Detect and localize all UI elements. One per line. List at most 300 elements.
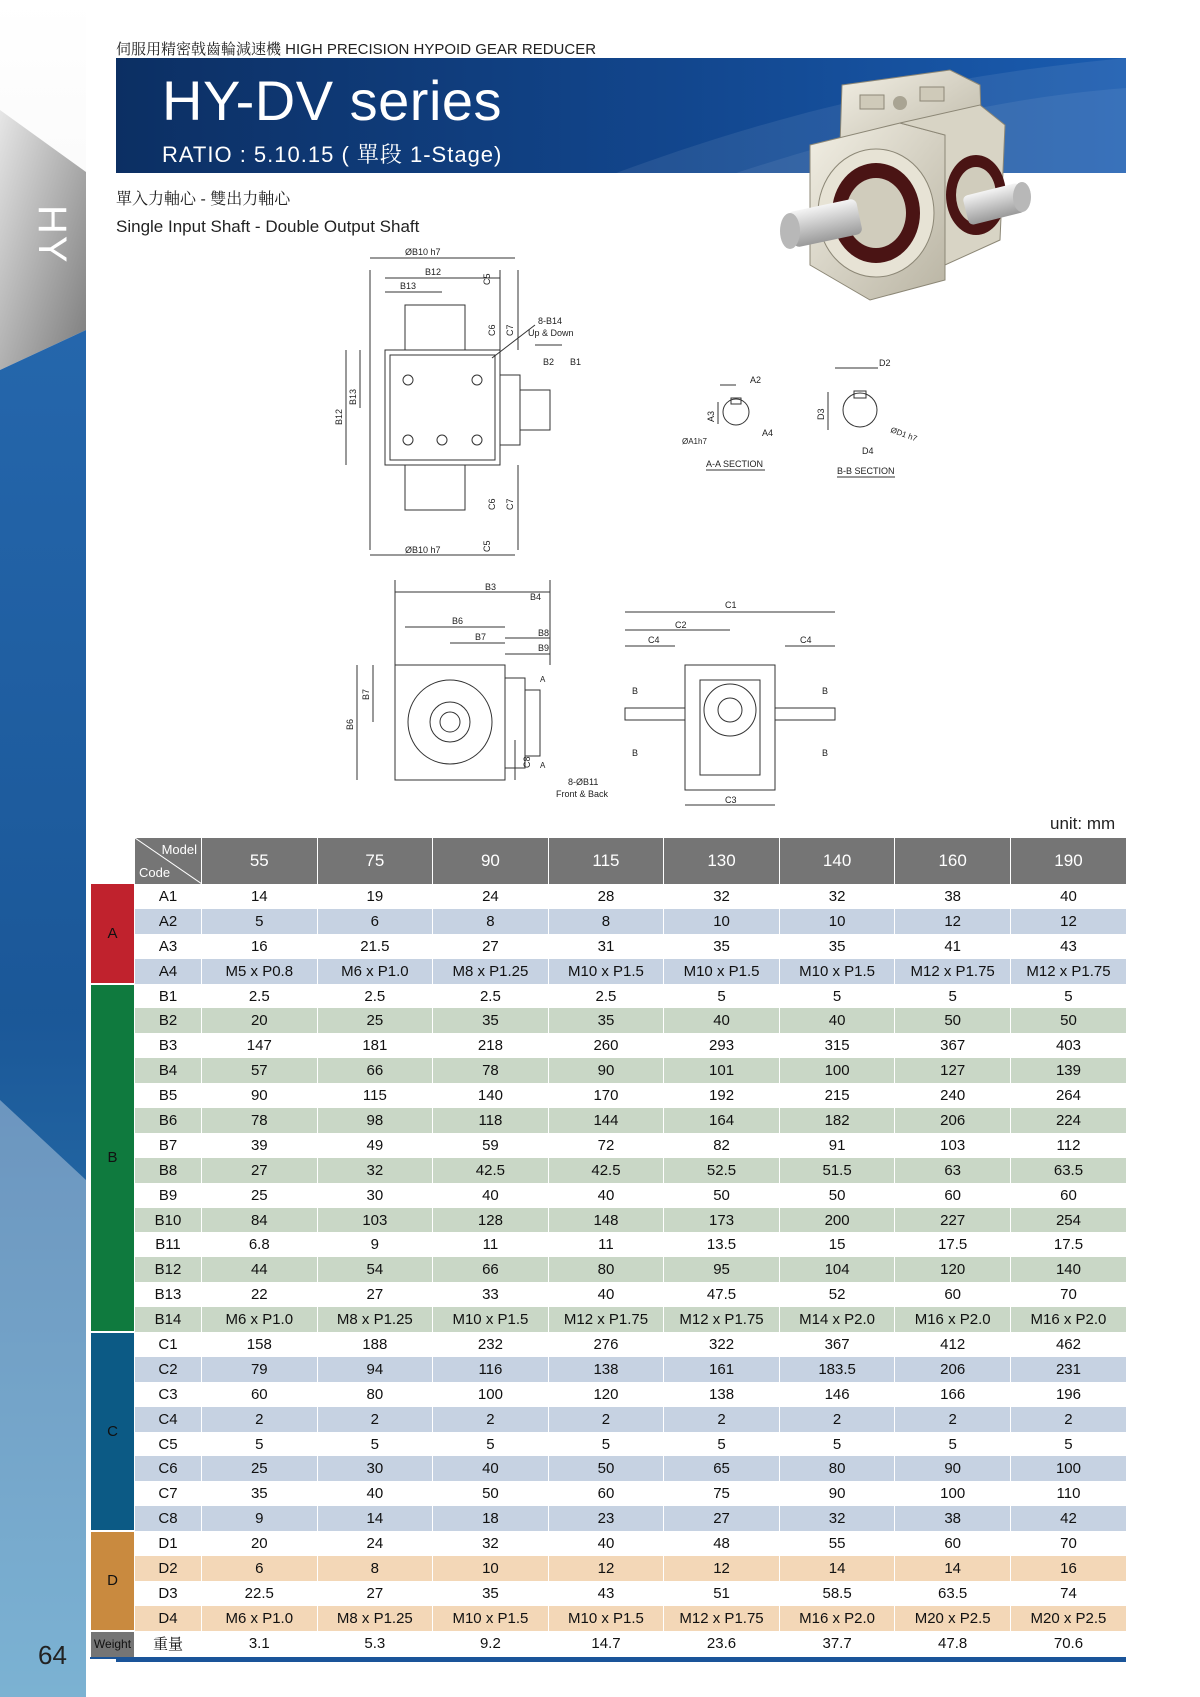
table-row (91, 1407, 1127, 1432)
series-title: HY-DV series (162, 69, 503, 132)
table-header-row (91, 838, 1127, 884)
code-cell: B13 (135, 1282, 202, 1307)
code-cell: C4 (135, 1407, 202, 1432)
value-cell: M12 x P1.75 (548, 1307, 664, 1332)
code-cell: C1 (135, 1332, 202, 1357)
section-aa-drawing (682, 375, 773, 470)
svg-text:B13: B13 (348, 388, 358, 405)
code-cell: C5 (135, 1432, 202, 1457)
model-header: 140 (779, 838, 895, 884)
value-cell: 5 (779, 1432, 895, 1457)
value-cell: 24 (317, 1531, 433, 1556)
technical-drawings (330, 240, 950, 810)
table-row (91, 1432, 1127, 1457)
value-cell: 60 (895, 1183, 1011, 1208)
code-cell: B5 (135, 1083, 202, 1108)
value-cell: 118 (433, 1108, 549, 1133)
code-cell: D4 (135, 1606, 202, 1631)
svg-text:C5: C5 (482, 540, 492, 552)
value-cell: 42.5 (548, 1158, 664, 1183)
svg-text:A3: A3 (706, 410, 716, 422)
value-cell: 140 (433, 1083, 549, 1108)
value-cell: M16 x P2.0 (895, 1307, 1011, 1332)
bottom-rule (116, 1659, 1126, 1662)
value-cell: 140 (1010, 1257, 1126, 1282)
value-cell: 5 (895, 1432, 1011, 1457)
header-model-code (135, 838, 202, 884)
value-cell: 8 (317, 1556, 433, 1581)
code-cell: B14 (135, 1307, 202, 1332)
weight-value-cell: 14.7 (548, 1631, 664, 1658)
table-row (91, 959, 1127, 984)
front-view-drawing (345, 580, 609, 799)
value-cell: 227 (895, 1208, 1011, 1233)
value-cell: 158 (202, 1332, 318, 1357)
value-cell: 2 (202, 1407, 318, 1432)
value-cell: 84 (202, 1208, 318, 1233)
value-cell: 260 (548, 1033, 664, 1058)
value-cell: 60 (1010, 1183, 1126, 1208)
value-cell: 139 (1010, 1058, 1126, 1083)
value-cell: 40 (548, 1531, 664, 1556)
svg-text:D2: D2 (879, 358, 891, 368)
value-cell: 6 (202, 1556, 318, 1581)
value-cell: 170 (548, 1083, 664, 1108)
value-cell: 127 (895, 1058, 1011, 1083)
value-cell: 38 (895, 1506, 1011, 1531)
value-cell: 20 (202, 1008, 318, 1033)
value-cell: 90 (548, 1058, 664, 1083)
value-cell: 40 (779, 1008, 895, 1033)
value-cell: 120 (548, 1382, 664, 1407)
value-cell: 412 (895, 1332, 1011, 1357)
value-cell: 100 (895, 1481, 1011, 1506)
code-cell: B1 (135, 984, 202, 1009)
value-cell: 192 (664, 1083, 780, 1108)
svg-text:B3: B3 (485, 582, 497, 592)
svg-text:B13: B13 (400, 281, 417, 291)
value-cell: 52.5 (664, 1158, 780, 1183)
value-cell: 20 (202, 1531, 318, 1556)
table-row (91, 1232, 1127, 1257)
value-cell: 18 (433, 1506, 549, 1531)
table-row (91, 1183, 1127, 1208)
value-cell: 57 (202, 1058, 318, 1083)
svg-text:A-A SECTION: A-A SECTION (706, 459, 764, 469)
table-row (91, 1357, 1127, 1382)
value-cell: M6 x P1.0 (317, 959, 433, 984)
model-header: 190 (1010, 838, 1126, 884)
svg-text:C1: C1 (725, 600, 737, 610)
code-cell: B4 (135, 1058, 202, 1083)
code-cell: B10 (135, 1208, 202, 1233)
value-cell: 27 (664, 1506, 780, 1531)
value-cell: 14 (779, 1556, 895, 1581)
value-cell: 115 (317, 1083, 433, 1108)
table-row (91, 1083, 1127, 1108)
value-cell: 5 (317, 1432, 433, 1457)
value-cell: 63.5 (895, 1581, 1011, 1606)
value-cell: 2 (895, 1407, 1011, 1432)
value-cell: 48 (664, 1531, 780, 1556)
value-cell: 12 (1010, 909, 1126, 934)
code-cell: D2 (135, 1556, 202, 1581)
value-cell: 33 (433, 1282, 549, 1307)
side-strip (0, 0, 86, 1697)
value-cell: 30 (317, 1183, 433, 1208)
code-cell: D3 (135, 1581, 202, 1606)
svg-text:ØB10 h7: ØB10 h7 (405, 247, 441, 257)
value-cell: 8 (433, 909, 549, 934)
svg-text:B8: B8 (538, 628, 550, 638)
value-cell: 94 (317, 1357, 433, 1382)
svg-text:B-B SECTION: B-B SECTION (837, 466, 895, 476)
value-cell: 5 (202, 1432, 318, 1457)
model-header: 115 (548, 838, 664, 884)
value-cell: 173 (664, 1208, 780, 1233)
value-cell: 70 (1010, 1282, 1126, 1307)
weight-value-cell: 5.3 (317, 1631, 433, 1658)
value-cell: 254 (1010, 1208, 1126, 1233)
value-cell: 8 (548, 909, 664, 934)
header-blank (91, 838, 135, 884)
section-bb-drawing (816, 358, 919, 477)
svg-text:ØA1h7: ØA1h7 (682, 437, 707, 446)
table-row (91, 1606, 1127, 1631)
value-cell: 43 (548, 1581, 664, 1606)
svg-text:C4: C4 (648, 635, 660, 645)
value-cell: 161 (664, 1357, 780, 1382)
table-row (91, 1133, 1127, 1158)
svg-text:C4: C4 (800, 635, 812, 645)
value-cell: 12 (548, 1556, 664, 1581)
value-cell: 138 (664, 1382, 780, 1407)
svg-text:A: A (540, 761, 546, 770)
value-cell: 200 (779, 1208, 895, 1233)
svg-text:D4: D4 (862, 446, 874, 456)
side-label: HY (30, 205, 74, 265)
value-cell: M8 x P1.25 (433, 959, 549, 984)
value-cell: 44 (202, 1257, 318, 1282)
svg-text:C5: C5 (482, 273, 492, 285)
value-cell: 206 (895, 1357, 1011, 1382)
svg-text:Up & Down: Up & Down (528, 328, 574, 338)
value-cell: M10 x P1.5 (664, 959, 780, 984)
value-cell: 40 (548, 1183, 664, 1208)
subtitle-en: Single Input Shaft - Double Output Shaft (116, 217, 420, 236)
value-cell: 215 (779, 1083, 895, 1108)
table-row (91, 1257, 1127, 1282)
value-cell: 2 (433, 1407, 549, 1432)
value-cell: 80 (548, 1257, 664, 1282)
code-cell: A1 (135, 884, 202, 909)
weight-value-cell: 47.8 (895, 1631, 1011, 1658)
model-header: 160 (895, 838, 1011, 884)
value-cell: 40 (1010, 884, 1126, 909)
svg-text:8-ØB11: 8-ØB11 (568, 777, 599, 787)
value-cell: 2 (548, 1407, 664, 1432)
value-cell: 116 (433, 1357, 549, 1382)
value-cell: 5 (895, 984, 1011, 1009)
value-cell: M16 x P2.0 (1010, 1307, 1126, 1332)
model-header: 55 (202, 838, 318, 884)
value-cell: M12 x P1.75 (664, 1606, 780, 1631)
value-cell: 100 (433, 1382, 549, 1407)
code-cell: C6 (135, 1456, 202, 1481)
value-cell: M16 x P2.0 (779, 1606, 895, 1631)
value-cell: 35 (779, 934, 895, 959)
svg-text:ØB10 h7: ØB10 h7 (405, 545, 441, 555)
svg-text:D3: D3 (816, 408, 826, 420)
value-cell: 35 (202, 1481, 318, 1506)
value-cell: 91 (779, 1133, 895, 1158)
value-cell: 40 (433, 1456, 549, 1481)
value-cell: 52 (779, 1282, 895, 1307)
value-cell: 5 (664, 984, 780, 1009)
value-cell: 60 (895, 1531, 1011, 1556)
value-cell: M12 x P1.75 (895, 959, 1011, 984)
value-cell: 32 (433, 1531, 549, 1556)
top-view-drawing (334, 247, 581, 555)
value-cell: 25 (317, 1008, 433, 1033)
code-cell: C7 (135, 1481, 202, 1506)
value-cell: 60 (548, 1481, 664, 1506)
code-label: Code (139, 865, 171, 880)
value-cell: 5 (1010, 984, 1126, 1009)
svg-text:B2: B2 (543, 357, 555, 367)
value-cell: 16 (1010, 1556, 1126, 1581)
page-number: 64 (38, 1640, 67, 1670)
value-cell: 28 (548, 884, 664, 909)
value-cell: 11 (548, 1232, 664, 1257)
value-cell: 51 (664, 1581, 780, 1606)
value-cell: 50 (548, 1456, 664, 1481)
value-cell: 188 (317, 1332, 433, 1357)
value-cell: 42 (1010, 1506, 1126, 1531)
value-cell: 2 (664, 1407, 780, 1432)
value-cell: 43 (1010, 934, 1126, 959)
value-cell: 104 (779, 1257, 895, 1282)
value-cell: 17.5 (895, 1232, 1011, 1257)
value-cell: 90 (202, 1083, 318, 1108)
value-cell: 315 (779, 1033, 895, 1058)
value-cell: 17.5 (1010, 1232, 1126, 1257)
unit-label: unit: mm (1050, 814, 1116, 833)
value-cell: 27 (317, 1581, 433, 1606)
value-cell: 66 (433, 1257, 549, 1282)
value-cell: 35 (433, 1008, 549, 1033)
svg-text:B: B (822, 748, 829, 758)
value-cell: 12 (664, 1556, 780, 1581)
value-cell: 23 (548, 1506, 664, 1531)
code-cell: A4 (135, 959, 202, 984)
value-cell: M12 x P1.75 (1010, 959, 1126, 984)
value-cell: M10 x P1.5 (433, 1606, 549, 1631)
svg-text:B: B (822, 686, 829, 696)
value-cell: 10 (664, 909, 780, 934)
code-cell: B3 (135, 1033, 202, 1058)
value-cell: 5 (433, 1432, 549, 1457)
value-cell: M6 x P1.0 (202, 1606, 318, 1631)
code-cell: B9 (135, 1183, 202, 1208)
value-cell: 32 (317, 1158, 433, 1183)
value-cell: 5 (664, 1432, 780, 1457)
value-cell: 60 (202, 1382, 318, 1407)
code-cell: C3 (135, 1382, 202, 1407)
value-cell: M20 x P2.5 (1010, 1606, 1126, 1631)
value-cell: 232 (433, 1332, 549, 1357)
value-cell: 12 (895, 909, 1011, 934)
value-cell: 462 (1010, 1332, 1126, 1357)
value-cell: 14 (895, 1556, 1011, 1581)
value-cell: 367 (895, 1033, 1011, 1058)
value-cell: 47.5 (664, 1282, 780, 1307)
table-row (91, 909, 1127, 934)
svg-text:8-B14: 8-B14 (538, 316, 563, 326)
value-cell: 35 (664, 934, 780, 959)
value-cell: M14 x P2.0 (779, 1307, 895, 1332)
value-cell: 41 (895, 934, 1011, 959)
value-cell: 144 (548, 1108, 664, 1133)
value-cell: 367 (779, 1332, 895, 1357)
value-cell: 49 (317, 1133, 433, 1158)
value-cell: 72 (548, 1133, 664, 1158)
value-cell: 293 (664, 1033, 780, 1058)
value-cell: 59 (433, 1133, 549, 1158)
value-cell: M6 x P1.0 (202, 1307, 318, 1332)
weight-label: Weight (91, 1631, 135, 1658)
value-cell: 30 (317, 1456, 433, 1481)
svg-text:C3: C3 (725, 795, 737, 805)
value-cell: 2.5 (433, 984, 549, 1009)
value-cell: 78 (433, 1058, 549, 1083)
side-view-drawing (625, 600, 835, 805)
value-cell: 79 (202, 1357, 318, 1382)
svg-text:B6: B6 (345, 718, 355, 730)
value-cell: 78 (202, 1108, 318, 1133)
value-cell: 35 (433, 1581, 549, 1606)
svg-text:C7: C7 (505, 498, 515, 510)
group-label-a: A (91, 884, 135, 984)
value-cell: 60 (895, 1282, 1011, 1307)
value-cell: 276 (548, 1332, 664, 1357)
value-cell: 5 (779, 984, 895, 1009)
table-row (91, 1158, 1127, 1183)
value-cell: M12 x P1.75 (664, 1307, 780, 1332)
value-cell: 120 (895, 1257, 1011, 1282)
value-cell: 63.5 (1010, 1158, 1126, 1183)
code-cell: B12 (135, 1257, 202, 1282)
value-cell: 5 (548, 1432, 664, 1457)
value-cell: 35 (548, 1008, 664, 1033)
value-cell: 42.5 (433, 1158, 549, 1183)
value-cell: 75 (664, 1481, 780, 1506)
value-cell: M10 x P1.5 (548, 959, 664, 984)
code-cell: B8 (135, 1158, 202, 1183)
value-cell: 80 (317, 1382, 433, 1407)
code-cell: B11 (135, 1232, 202, 1257)
value-cell: 15 (779, 1232, 895, 1257)
value-cell: 103 (895, 1133, 1011, 1158)
value-cell: 66 (317, 1058, 433, 1083)
value-cell: 32 (779, 1506, 895, 1531)
code-cell: B2 (135, 1008, 202, 1033)
value-cell: M10 x P1.5 (433, 1307, 549, 1332)
group-label-d: D (91, 1531, 135, 1631)
weight-value-cell: 3.1 (202, 1631, 318, 1658)
supertitle: 伺服用精密戟齒輪減速機 HIGH PRECISION HYPOID GEAR REDUCER (116, 41, 597, 58)
table-row (91, 1307, 1127, 1332)
value-cell: 322 (664, 1332, 780, 1357)
table-row (91, 1208, 1127, 1233)
value-cell: 24 (433, 884, 549, 909)
group-label-b: B (91, 984, 135, 1332)
value-cell: 183.5 (779, 1357, 895, 1382)
value-cell: 10 (779, 909, 895, 934)
value-cell: M10 x P1.5 (548, 1606, 664, 1631)
table-row (91, 1581, 1127, 1606)
value-cell: 40 (664, 1008, 780, 1033)
value-cell: 16 (202, 934, 318, 959)
value-cell: M8 x P1.25 (317, 1606, 433, 1631)
table-row (91, 1531, 1127, 1556)
weight-value-cell: 70.6 (1010, 1631, 1126, 1658)
svg-text:B12: B12 (425, 267, 442, 277)
value-cell: 90 (779, 1481, 895, 1506)
group-label-c: C (91, 1332, 135, 1531)
code-cell: A2 (135, 909, 202, 934)
model-header: 75 (317, 838, 433, 884)
model-header: 90 (433, 838, 549, 884)
value-cell: 38 (895, 884, 1011, 909)
value-cell: 231 (1010, 1357, 1126, 1382)
value-cell: 164 (664, 1108, 780, 1133)
table-row (91, 1008, 1127, 1033)
value-cell: 10 (433, 1556, 549, 1581)
svg-text:A2: A2 (750, 375, 762, 385)
value-cell: 50 (895, 1008, 1011, 1033)
value-cell: 70 (1010, 1531, 1126, 1556)
subtitle-zh: 單入力軸心 - 雙出力軸心 (116, 191, 291, 208)
value-cell: 50 (1010, 1008, 1126, 1033)
svg-text:C7: C7 (505, 324, 515, 336)
value-cell: 196 (1010, 1382, 1126, 1407)
value-cell: 95 (664, 1257, 780, 1282)
weight-value-cell: 23.6 (664, 1631, 780, 1658)
value-cell: 25 (202, 1183, 318, 1208)
value-cell: 32 (664, 884, 780, 909)
svg-text:B9: B9 (538, 643, 550, 653)
value-cell: 74 (1010, 1581, 1126, 1606)
table-row (91, 934, 1127, 959)
value-cell: 90 (895, 1456, 1011, 1481)
svg-text:B1: B1 (570, 357, 582, 367)
value-cell: 403 (1010, 1033, 1126, 1058)
value-cell: 13.5 (664, 1232, 780, 1257)
value-cell: 51.5 (779, 1158, 895, 1183)
value-cell: 240 (895, 1083, 1011, 1108)
value-cell: 100 (1010, 1456, 1126, 1481)
svg-text:Front & Back: Front & Back (556, 789, 609, 799)
svg-text:C6: C6 (487, 498, 497, 510)
value-cell: 101 (664, 1058, 780, 1083)
value-cell: 206 (895, 1108, 1011, 1133)
value-cell: 2 (317, 1407, 433, 1432)
ratio-text: RATIO : 5.10.15 ( 單段 1-Stage) (162, 142, 503, 167)
value-cell: 9 (317, 1232, 433, 1257)
value-cell: 166 (895, 1382, 1011, 1407)
code-cell: A3 (135, 934, 202, 959)
